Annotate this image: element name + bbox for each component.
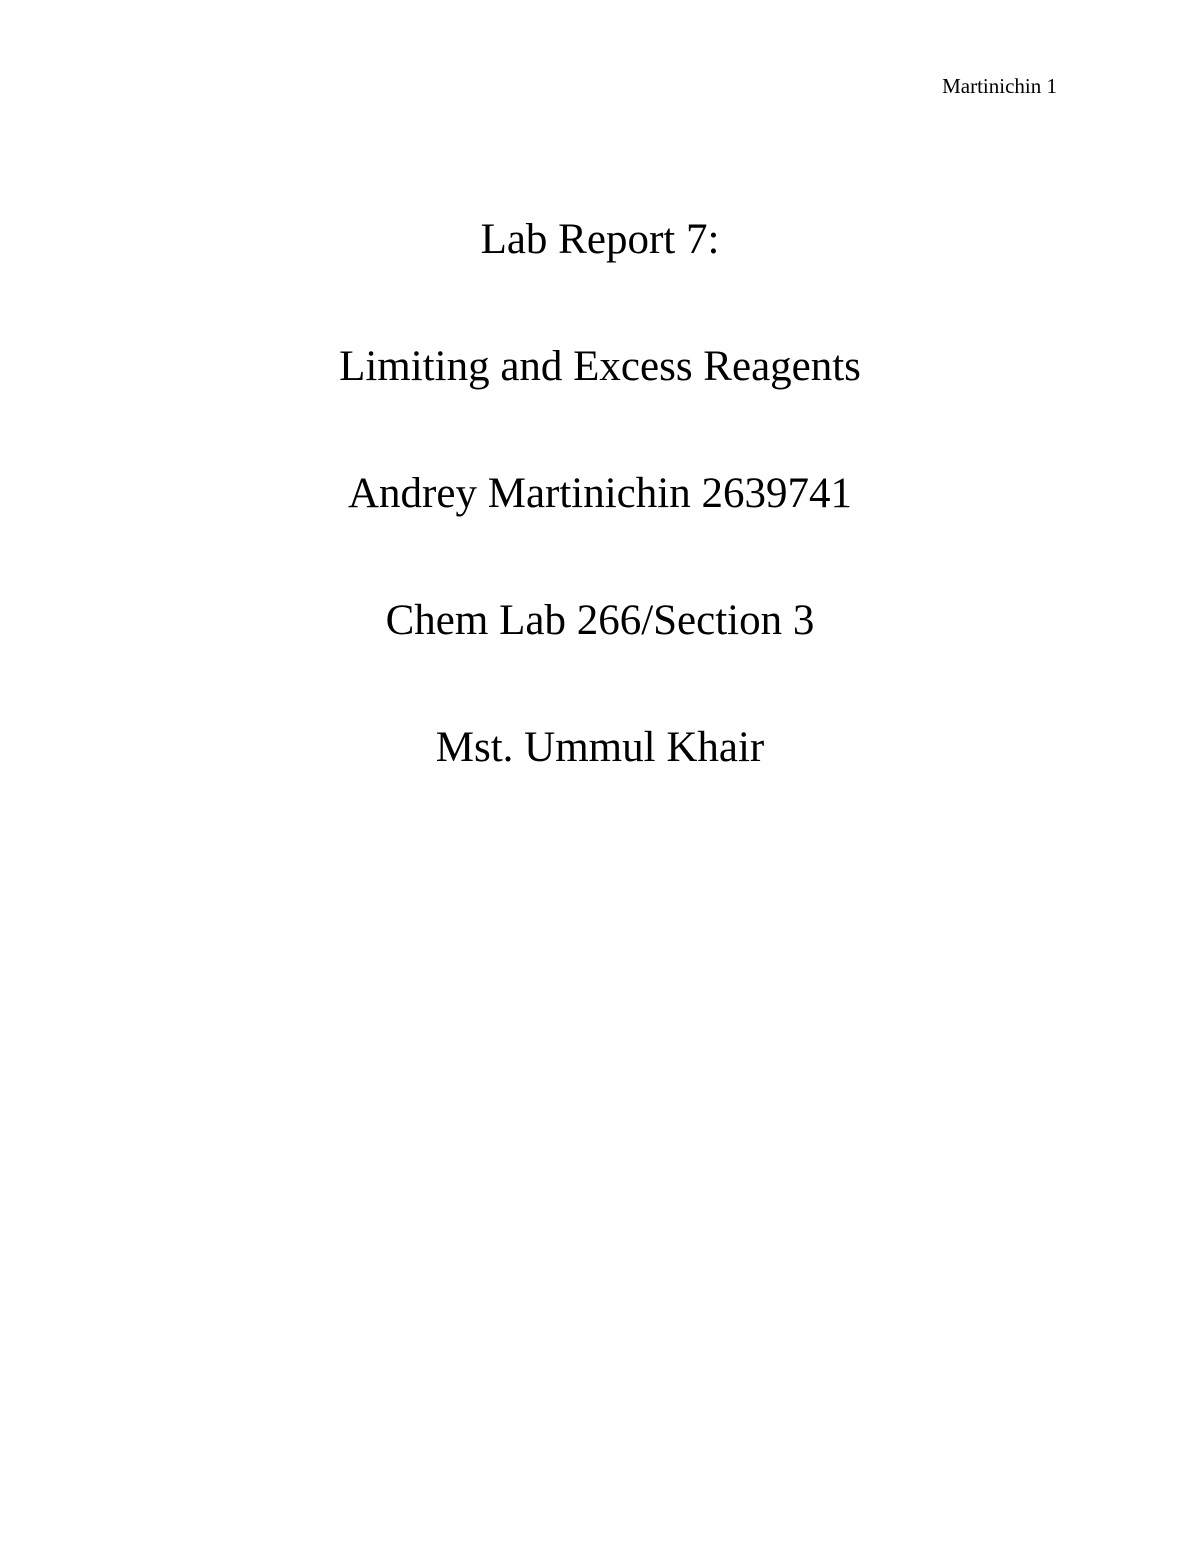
- report-subject: Limiting and Excess Reagents: [339, 343, 861, 390]
- running-header: Martinichin 1: [942, 74, 1057, 98]
- title-block: [0, 215, 1200, 850]
- author-line: Andrey Martinichin 2639741: [348, 470, 852, 517]
- course-line: Chem Lab 266/Section 3: [385, 597, 815, 644]
- report-title: Lab Report 7:: [480, 216, 720, 263]
- instructor-line: Mst. Ummul Khair: [435, 724, 765, 771]
